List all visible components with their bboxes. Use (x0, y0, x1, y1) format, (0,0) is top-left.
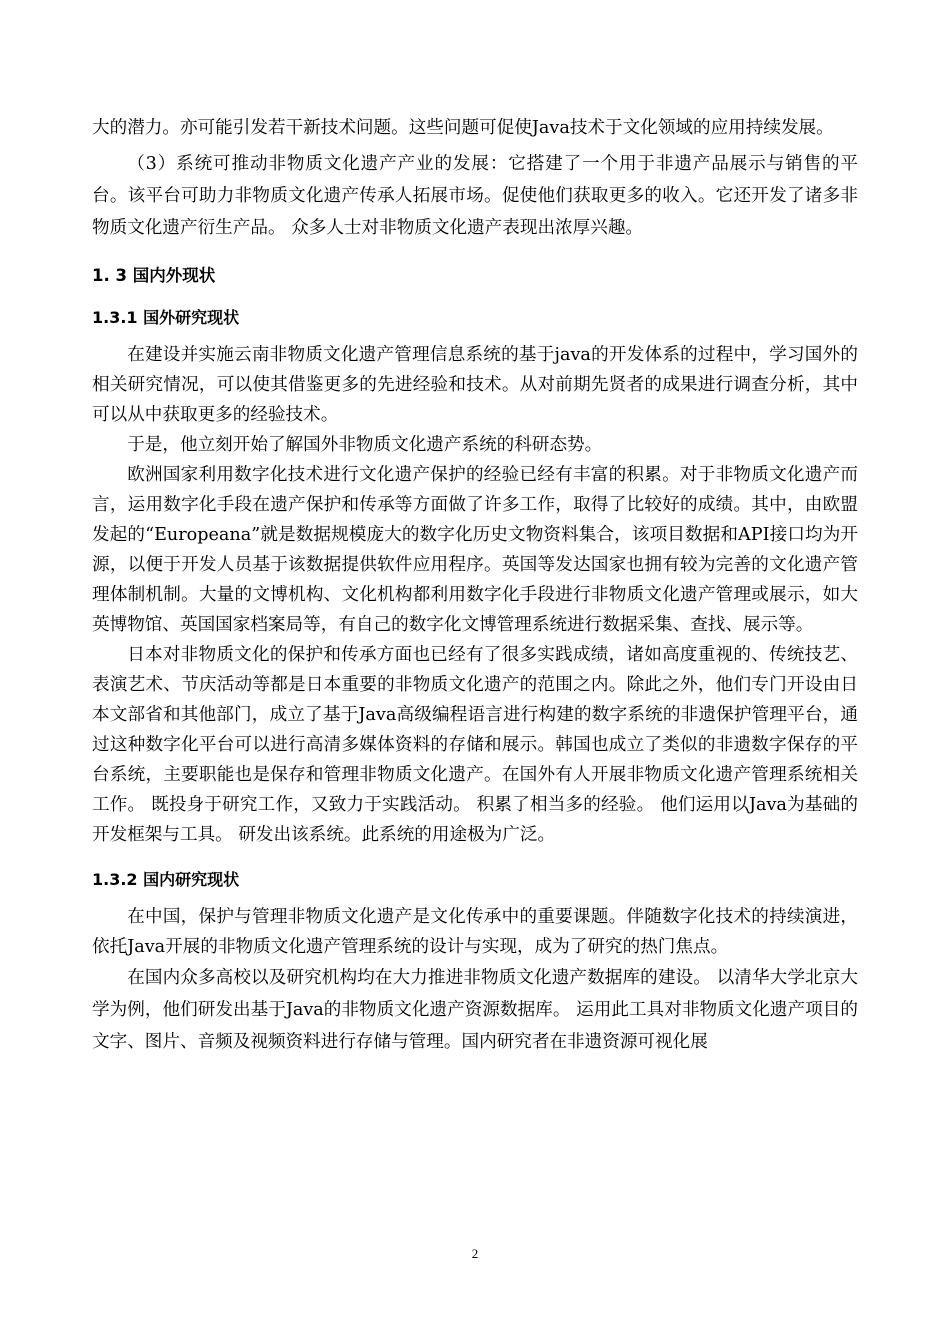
paragraph: 在国内众多高校以及研究机构均在大力推进非物质文化遗产数据库的建设。 以清华大学北京大学为例，他们研发出基于Java的非物质文化遗产资源数据库。 运用此工具对非物质文化遗产项目的文字、图片、音频及视频资料进行存储与管理。国内研究者在非遗资源可视化展 (92, 968, 858, 1052)
paragraph: 于是，他立刻开始了解国外非物质文化遗产系统的科研态势。 (127, 435, 603, 455)
section-heading-1-3: 1. 3 国内外现状 (92, 266, 216, 285)
page-number: 2 (471, 1246, 479, 1261)
paragraph: 在建设并实施云南非物质文化遗产管理信息系统的基于java的开发体系的过程中，学习国外的相关研究情况，可以使其借鉴更多的先进经验和技术。从对前期先贤者的成果进行调查分析，其中可以从中获取更多的经验技术。 (92, 345, 858, 425)
subsection-heading-1-3-2: 1.3.2 国内研究现状 (92, 870, 240, 889)
subsection-heading-1-3-1: 1.3.1 国外研究现状 (92, 308, 240, 327)
paragraph: 欧洲国家利用数字化技术进行文化遗产保护的经验已经有丰富的积累。对于非物质文化遗产而言，运用数字化手段在遗产保护和传承等方面做了许多工作，取得了比较好的成绩。其中，由欧盟发起的“Europeana”就是数据规模庞大的数字化历史文物资料集合，该项目数据和API接口均为开源，以便于开发人员基于该数据提供软件应用程序。英国等发达国家也拥有较为完善的文化遗产管理体制机制。大量的文博机构、文化机构都利用数字化手段进行非物质文化遗产管理或展示，如大英博物馆、英国国家档案局等，有自己的数字化文博管理系统进行数据采集、查找、展示等。 (92, 465, 858, 635)
paragraph: 日本对非物质文化的保护和传承方面也已经有了很多实践成绩，诸如高度重视的、传统技艺、表演艺术、节庆活动等都是日本重要的非物质文化遗产的范围之内。除此之外，他们专门开设由日本文部省和其他部门，成立了基于Java高级编程语言进行构建的数字系统的非遗保护管理平台，通过这种数字化平台可以进行高清多媒体资料的存储和展示。韩国也成立了类似的非遗数字保存的平台系统，主要职能也是保存和管理非物质文化遗产。在国外有人开展非物质文化遗产管理系统相关工作。 既投身于研究工作，又致力于实践活动。 积累了相当多的经验。 他们运用以Java为基础的开发框架与工具。 研发出该系统。此系统的用途极为广泛。 (92, 645, 858, 845)
paragraph-continued: 大的潜力。亦可能引发若干新技术问题。这些问题可促使Java技术于文化领域的应用持续发展。 (92, 118, 834, 138)
paragraph: 在中国，保护与管理非物质文化遗产是文化传承中的重要课题。伴随数字化技术的持续演进，依托Java开展的非物质文化遗产管理系统的设计与实现，成为了研究的热门焦点。 (92, 907, 858, 957)
paragraph-point-3: （3）系统可推动非物质文化遗产产业的发展：它搭建了一个用于非遗产品展示与销售的平台。该平台可助力非物质文化遗产传承人拓展市场。促使他们获取更多的收入。它还开发了诸多非物质文化遗产衍生产品。 众多人士对非物质文化遗产表现出浓厚兴趣。 (92, 154, 858, 238)
document-body (92, 112, 858, 1058)
